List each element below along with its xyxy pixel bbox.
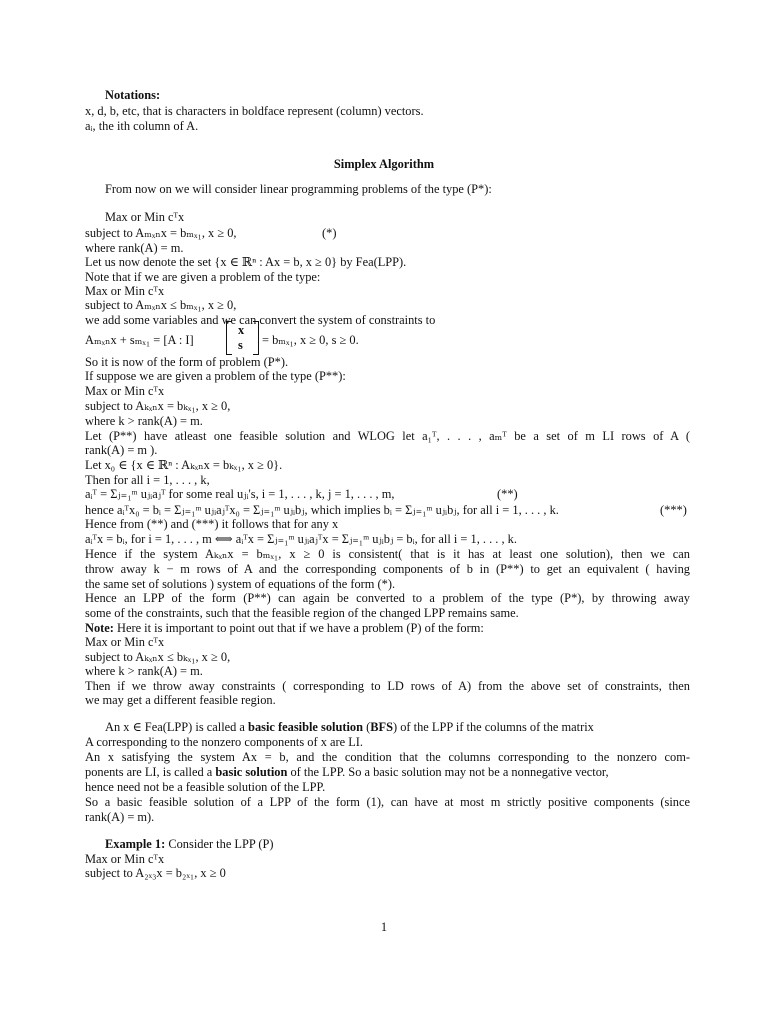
- text-line: where rank(A) = m.: [85, 241, 184, 255]
- text-line: aᵢᵀ = Σⱼ₌₁ᵐ uⱼᵢaⱼᵀ for some real uⱼᵢ's, i = 1, . . . , k, j = 1, . . . , m,: [85, 487, 395, 501]
- equation-tag: (*): [322, 226, 337, 240]
- equation-left: Aₘₓₙx + sₘₓ₁ = [A : I]: [85, 333, 194, 347]
- text-line: we may get a different feasible region.: [85, 693, 276, 707]
- text-line: subject to Aₘₓₙx ≤ bₘₓ₁, x ≥ 0,: [85, 298, 237, 312]
- example-heading: [105, 837, 274, 852]
- vector-entry: s: [238, 338, 243, 352]
- bfs-definition: [105, 720, 594, 735]
- bfs-text: ) of the LPP if the columns of the matrix: [393, 720, 594, 734]
- text-line: So a basic feasible solution of a LPP of the form (1), can have at most m strictly positive components (since: [85, 795, 690, 809]
- note-label: Note:: [85, 621, 114, 635]
- page-number: 1: [380, 920, 388, 934]
- bs-term: basic solution: [215, 765, 288, 779]
- text-line: throw away k − m rows of A and the corresponding components of b in (P**) to get an equivalent ( having: [85, 562, 690, 576]
- text-line: subject to Aₖₓₙx = bₖₓ₁, x ≥ 0,: [85, 399, 231, 413]
- text-line: Then if we throw away constraints ( corresponding to LD rows of A) from the above set of constraints, then: [85, 679, 690, 693]
- matrix-bracket-left: [226, 321, 232, 355]
- notations-line: aᵢ, the ith column of A.: [85, 119, 199, 133]
- bfs-text: (: [366, 720, 371, 734]
- text-line: subject to A₂ₓ₃x = b₂ₓ₁, x ≥ 0: [85, 866, 226, 880]
- bs-text: of the LPP. So a basic solution may not be a nonnegative vector,: [290, 765, 609, 779]
- equation-right: = bₘₓ₁, x ≥ 0, s ≥ 0.: [262, 333, 359, 347]
- equation-tag: (***): [660, 503, 687, 517]
- text-line: Let us now denote the set {x ∈ ℝⁿ : Ax = b, x ≥ 0} by Fea(LPP).: [85, 255, 407, 269]
- bfs-term: basic feasible solution: [248, 720, 364, 734]
- text-line: subject to Aₖₓₙx ≤ bₖₓ₁, x ≥ 0,: [85, 650, 231, 664]
- text-line: hence need not be a feasible solution of the LPP.: [85, 780, 326, 794]
- intro-paragraph: From now on we will consider linear programming problems of the type (P*):: [105, 182, 492, 196]
- bfs-abbrev: BFS: [370, 720, 394, 734]
- text-line: aᵢᵀx = bᵢ, for i = 1, . . . , m ⟺ aᵢᵀx = Σⱼ₌₁ᵐ uⱼᵢaⱼᵀx = Σⱼ₌₁ᵐ uⱼᵢbⱼ = bᵢ, for all i = 1, . . . , k.: [85, 532, 517, 546]
- text-line: subject to Aₘₓₙx = bₘₓ₁, x ≥ 0,: [85, 226, 237, 240]
- bs-text: ponents are LI, is called a: [85, 765, 213, 779]
- text-line: Note that if we are given a problem of the type:: [85, 270, 321, 284]
- text-line: So it is now of the form of problem (P*).: [85, 355, 289, 369]
- section-title: Simplex Algorithm: [333, 157, 435, 171]
- text-line: Then for all i = 1, . . . , k,: [85, 473, 210, 487]
- text-line: Hence if the system Aₖₓₙx = bₘₓ₁, x ≥ 0 is consistent( that is it has at least one solution), then we can: [85, 547, 690, 561]
- matrix-bracket-right: [253, 321, 259, 355]
- text-line: Max or Min cᵀx: [85, 635, 165, 649]
- text-line: hence aᵢᵀx₀ = bᵢ = Σⱼ₌₁ᵐ uⱼᵢaⱼᵀx₀ = Σⱼ₌₁ᵐ uⱼᵢbⱼ, which implies bᵢ = Σⱼ₌₁ᵐ uⱼᵢbⱼ, for all i = 1, . . . , k.: [85, 503, 559, 517]
- text-line: [85, 621, 484, 636]
- text-line: rank(A) = m).: [85, 810, 155, 824]
- text-line: Hence an LPP of the form (P**) can again be converted to a problem of the type (P*), by throwing away: [85, 591, 690, 605]
- notations-line: x, d, b, etc, that is characters in boldface represent (column) vectors.: [85, 104, 424, 118]
- text-line: An x satisfying the system Ax = b, and the condition that the columns corresponding to the nonzero com-: [85, 750, 690, 764]
- equation-tag: (**): [497, 487, 518, 501]
- text-line: where k > rank(A) = m.: [85, 414, 203, 428]
- text-line: If suppose we are given a problem of the type (P**):: [85, 369, 346, 383]
- bfs-text: An x ∈ Fea(LPP) is called a: [105, 720, 245, 734]
- text-line: some of the constraints, such that the feasible region of the changed LPP remains same.: [85, 606, 519, 620]
- text-line: we add some variables and we can convert the system of constraints to: [85, 313, 436, 327]
- example-label: Example 1:: [105, 837, 166, 851]
- text-line: Let (P**) have atleast one feasible solution and WLOG let a₁ᵀ, . . . , aₘᵀ be a set of m LI rows of A (: [85, 429, 690, 443]
- basic-solution-definition: [85, 765, 609, 780]
- notations-heading: Notations:: [105, 88, 161, 102]
- text-line: where k > rank(A) = m.: [85, 664, 203, 678]
- text-line: the same set of solutions ) system of equations of the form (*).: [85, 577, 396, 591]
- text-line: Max or Min cᵀx: [105, 210, 185, 224]
- text-line: A corresponding to the nonzero components of x are LI.: [85, 735, 364, 749]
- text-line: Let x₀ ∈ {x ∈ ℝⁿ : Aₖₓₙx = bₖₓ₁, x ≥ 0}.: [85, 458, 283, 472]
- text-line: Max or Min cᵀx: [85, 852, 165, 866]
- text-line: rank(A) = m ).: [85, 443, 158, 457]
- example-text: Consider the LPP (P): [168, 837, 274, 851]
- vector-entry: x: [238, 323, 245, 337]
- text-line: Hence from (**) and (***) it follows that for any x: [85, 517, 339, 531]
- note-text: Here it is important to point out that if we have a problem (P) of the form:: [117, 621, 484, 635]
- text-line: Max or Min cᵀx: [85, 284, 165, 298]
- text-line: Max or Min cᵀx: [85, 384, 165, 398]
